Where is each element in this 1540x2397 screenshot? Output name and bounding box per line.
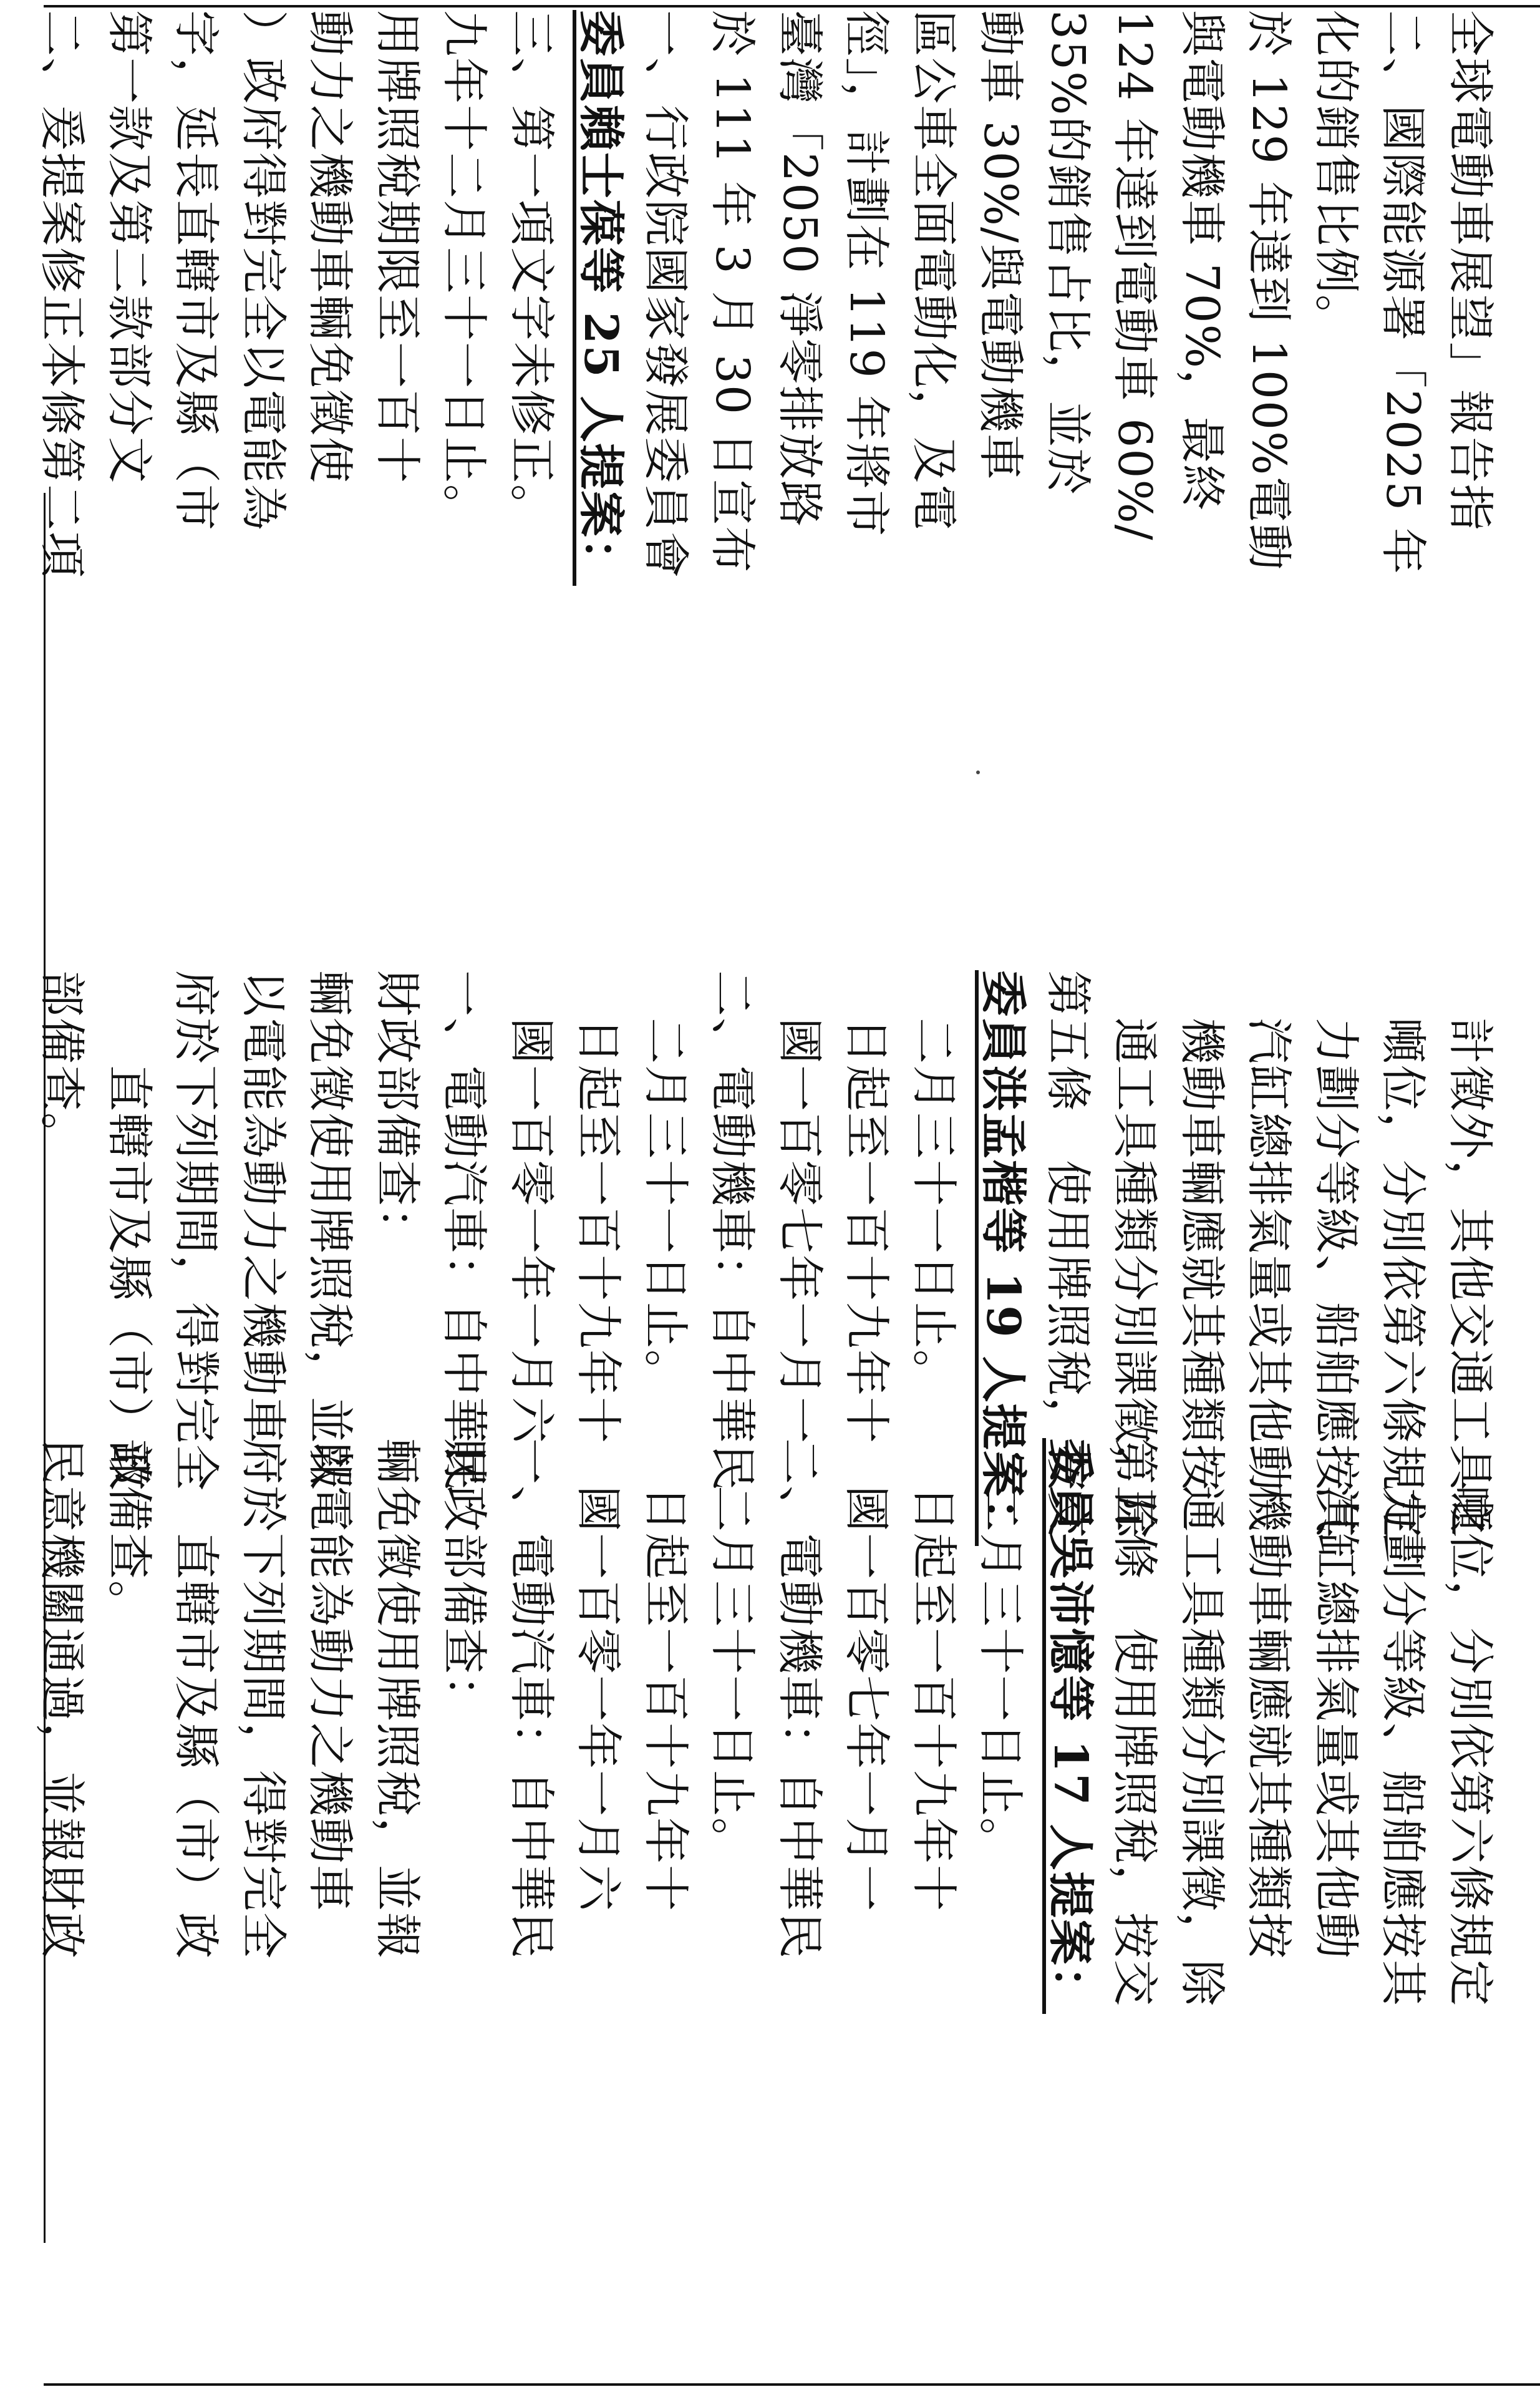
column-text: 字，延長直轄市及縣（市 bbox=[169, 10, 223, 532]
column-text: 徑」，計劃在 119 年將市 bbox=[840, 10, 893, 538]
bottom-rule bbox=[44, 2383, 1540, 2386]
column-text: 一、行政院國家發展委員會 bbox=[638, 10, 692, 579]
column-text: 第五條 使用牌照稅，按交 bbox=[1108, 1438, 1161, 2007]
column-text: 日起至一百十九年十 bbox=[638, 1438, 692, 1912]
column-text: 民意機關通過，並報財政 bbox=[35, 1438, 89, 1960]
column-text: 輛免徵使用牌照稅，並報 bbox=[303, 970, 357, 1492]
column-text: 124 年達到電動車 60%/ bbox=[1108, 10, 1161, 542]
column-text: 二、爰提案修正本條第二項 bbox=[35, 10, 89, 579]
column-text: 部備查。 bbox=[35, 970, 89, 1160]
column-text: 化的銷售比例。 bbox=[1309, 10, 1363, 342]
column-text: 動車 30%/與電動機車 bbox=[974, 10, 1027, 481]
column-text: 機動車輛應就其種類按 bbox=[1174, 970, 1229, 1492]
column-text: 通工具種類分別課徵，除 bbox=[1108, 970, 1161, 1539]
scan-speck bbox=[976, 771, 980, 774]
column-text: 於 111 年 3 月 30 日宣布 bbox=[705, 10, 759, 574]
column-text: 區公車全面電動化，及電 bbox=[906, 10, 961, 532]
column-text: 二、電動機車：自中華民 bbox=[705, 970, 759, 1492]
column-text: 動力之機動車輛免徵使 bbox=[303, 10, 357, 484]
column-text: 第一款及第二款部分文 bbox=[102, 10, 156, 484]
column-text: 府於下列期間，得對完全 bbox=[236, 1438, 290, 1960]
column-text: 直轄市及縣（市）政 bbox=[169, 1438, 223, 1960]
column-text: 府於下列期間，得對完全 bbox=[169, 970, 223, 1492]
column-text: 機動車輛應就其種類按 bbox=[1242, 1438, 1295, 1960]
text-column bbox=[1431, 10, 1509, 532]
column-text: 以電能為動力之機動車 bbox=[303, 1438, 357, 1912]
column-text: 一、電動汽車：自中華民 bbox=[504, 1438, 558, 1960]
column-text: 臺灣「2050 淨零排放路 bbox=[772, 10, 826, 528]
column-text: 力劃分等級、船舶應按其 bbox=[1309, 970, 1363, 1539]
column-text: 日起至一百十九年十 bbox=[571, 970, 625, 1444]
column-text: 委員賴士葆等 25 人提案： bbox=[574, 10, 627, 586]
column-text: 噸位，分別依第六條規定 bbox=[1443, 1438, 1497, 2007]
column-text: 輛免徵使用牌照稅，並報 bbox=[370, 1438, 424, 1960]
column-text: 一、電動汽車：自中華民 bbox=[437, 970, 491, 1492]
column-text: 二月三十一日止。 bbox=[705, 1438, 759, 1865]
column-text: 日起至一百十九年十 bbox=[906, 1438, 961, 1912]
column-text: ）政府得對完全以電能為 bbox=[236, 10, 290, 532]
column-text: 財政部備查： bbox=[437, 1438, 491, 1723]
column-text: 二、國際能源署「2025 年 bbox=[1376, 10, 1430, 575]
column-text: 九年十二月三十一日止。 bbox=[437, 10, 491, 532]
column-text: 計徵外，其他交通工具之 bbox=[1443, 970, 1497, 1539]
column-text: 二月三十一日止。 bbox=[974, 1438, 1027, 1865]
column-text: 委員洪孟楷等 19 人提案： bbox=[976, 970, 1030, 1546]
column-text: 二月三十一日止。 bbox=[906, 970, 961, 1397]
top-rule bbox=[44, 5, 1540, 7]
column-text: 以電能為動力之機動車 bbox=[236, 970, 290, 1444]
column-text: 用牌照稅期限至一百十 bbox=[370, 10, 424, 484]
column-text: 三、第一項文字未修正。 bbox=[504, 10, 558, 532]
column-text: 汽缸總排氣量或其他動 bbox=[1242, 970, 1295, 1492]
column-text: 35%的銷售占比，並於 bbox=[1040, 10, 1095, 496]
column-text: 汽缸總排氣量或其他動 bbox=[1309, 1438, 1363, 1960]
column-text: 國一百零七年一月一 bbox=[840, 1438, 893, 1912]
column-text: 二月三十一日止。 bbox=[638, 970, 692, 1397]
column-text: 與電動機車 70%，最終 bbox=[1174, 10, 1229, 512]
text-column bbox=[1431, 970, 1509, 1539]
column-text: 日起至一百十九年十 bbox=[840, 970, 893, 1444]
column-text: 於 129 年達到 100%電動 bbox=[1242, 10, 1295, 571]
column-text: 委員吳沛憶等 17 人提案： bbox=[1043, 1438, 1097, 2014]
column-text: 直轄市及縣（市）政 bbox=[102, 970, 156, 1492]
column-text: 財政部備查： bbox=[370, 970, 424, 1255]
column-text: 二、電動機車：自中華民 bbox=[772, 1438, 826, 1960]
column-text: 第五條 使用牌照稅，按交 bbox=[1040, 970, 1095, 1539]
column-text: 國一百零一年一月六 bbox=[571, 1438, 625, 1912]
column-text: 國一百零七年一月一 bbox=[772, 970, 826, 1444]
text-column bbox=[1431, 1438, 1509, 2007]
column-text: 通工具種類分別課徵，除 bbox=[1174, 1438, 1229, 2007]
column-text: 噸位，分別依第六條規定 bbox=[1376, 970, 1430, 1539]
column-text: 部備查。 bbox=[102, 1438, 156, 1628]
column-text: 力劃分等級、船舶應按其 bbox=[1376, 1438, 1430, 2007]
column-text: 國一百零一年一月六 bbox=[504, 970, 558, 1444]
column-text: 全球電動車展望」報告指 bbox=[1443, 10, 1497, 532]
